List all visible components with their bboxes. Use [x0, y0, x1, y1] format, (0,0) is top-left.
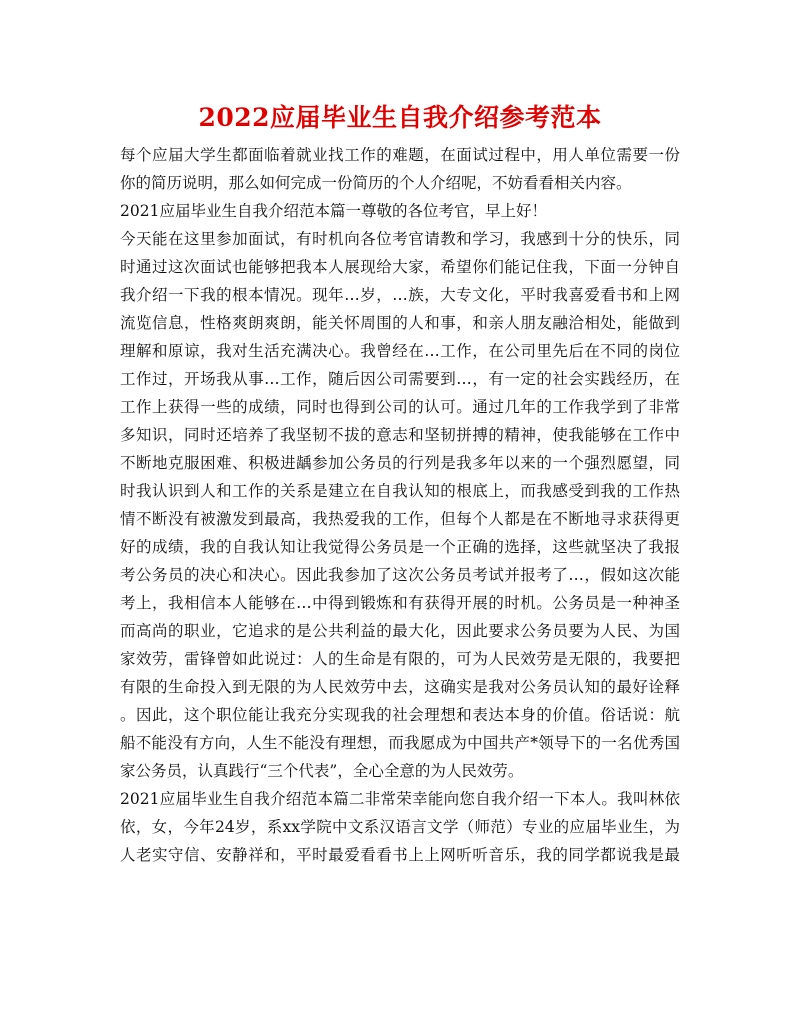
text-line: 多知识，同时还培养了我坚韧不拔的意志和坚韧拼搏的精神，使我能够在工作中 [120, 426, 680, 444]
document-body [120, 141, 680, 869]
text-line: 时通过这次面试也能够把我本人展现给大家，希望你们能记住我，下面一分钟自 [120, 258, 680, 276]
text-line: 考上，我相信本人能够在…中得到锻炼和有获得开展的时机。公务员是一种神圣 [120, 594, 680, 612]
text-line: 2021应届毕业生自我介绍范本篇一尊敬的各位考官，早上好！ [120, 202, 547, 220]
text-line: 你的简历说明，那么如何完成一份简历的个人介绍呢，不妨看看相关内容。 [120, 174, 632, 192]
text-line: 考公务员的决心和决心。因此我参加了这次公务员考试并报考了…，假如这次能 [120, 566, 680, 584]
text-line: 而高尚的职业，它追求的是公共利益的最大化，因此要求公务员要为人民、为国 [120, 622, 680, 640]
text-line: 今天能在这里参加面试，有时机向各位考官请教和学习，我感到十分的快乐，同 [120, 230, 680, 248]
text-line: 流览信息，性格爽朗爽朗，能关怀周围的人和事，和亲人朋友融洽相处，能做到 [120, 314, 680, 332]
text-line: 理解和原谅，我对生活充满决心。我曾经在…工作，在公司里先后在不同的岗位 [120, 342, 680, 360]
text-line: 船不能没有方向，人生不能没有理想，而我愿成为中国共产*领导下的一名优秀国 [120, 734, 680, 752]
text-line: 2021应届毕业生自我介绍范本篇二非常荣幸能向您自我介绍一下本人。我叫林依 [120, 790, 680, 808]
text-line: 。因此，这个职位能让我充分实现我的社会理想和表达本身的价值。俗话说：航 [120, 706, 680, 724]
text-line: 人老实守信、安静祥和，平时最爱看看书上上网听听音乐，我的同学都说我是最 [120, 846, 680, 864]
text-line: 情不断没有被激发到最高，我热爱我的工作，但每个人都是在不断地寻求获得更 [120, 510, 680, 528]
text-line: 好的成绩，我的自我认知让我觉得公务员是一个正确的选择，这些就坚决了我报 [120, 538, 680, 556]
text-line: 工作上获得一些的成绩，同时也得到公司的认可。通过几年的工作我学到了非常 [120, 398, 680, 416]
text-line: 不断地克服困难、积极进龋参加公务员的行列是我多年以来的一个强烈愿望，同 [120, 454, 680, 472]
text-line: 家公务员，认真践行“三个代表”，全心全意的为人民效劳。 [120, 762, 524, 780]
text-line: 依，女，今年24岁，系xx学院中文系汉语言文学（师范）专业的应届毕业生，为 [120, 818, 680, 836]
text-line: 有限的生命投入到无限的为人民效劳中去，这确实是我对公务员认知的最好诠释 [120, 678, 680, 696]
document-title: 2022应届毕业生自我介绍参考范本 [198, 103, 602, 132]
text-line: 家效劳，雷锋曾如此说过：人的生命是有限的，可为人民效劳是无限的，我要把 [120, 650, 680, 668]
text-line: 每个应届大学生都面临着就业找工作的难题，在面试过程中，用人单位需要一份 [120, 146, 680, 164]
text-line: 时我认识到人和工作的关系是建立在自我认知的根底上，而我感受到我的工作热 [120, 482, 680, 500]
text-line: 工作过，开场我从事…工作，随后因公司需要到…，有一定的社会实践经历，在 [120, 370, 680, 388]
text-line: 我介绍一下我的根本情况。现年…岁，…族，大专文化，平时我喜爱看书和上网 [120, 286, 680, 304]
